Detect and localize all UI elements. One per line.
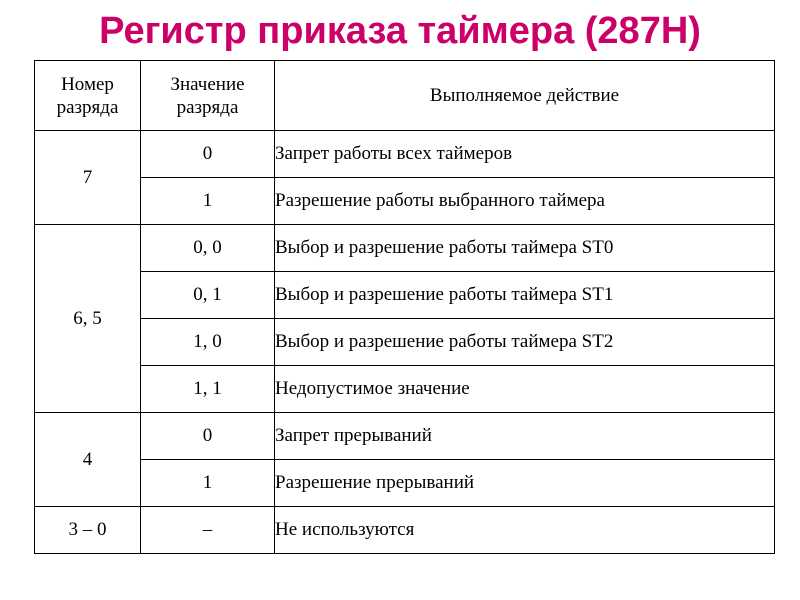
header-bit-number-line1: Номер bbox=[61, 73, 114, 95]
action-cell: Выбор и разрешение работы таймера ST1 bbox=[275, 272, 775, 319]
action-cell: Разрешение работы выбранного таймера bbox=[275, 178, 775, 225]
table-row bbox=[35, 319, 775, 366]
action-cell: Разрешение прерываний bbox=[275, 460, 775, 507]
table-row bbox=[35, 507, 775, 554]
bit-number-cell: 3 – 0 bbox=[35, 507, 141, 554]
bit-value-cell: 1 bbox=[141, 178, 275, 225]
bit-number-cell: 4 bbox=[35, 413, 141, 507]
table-row bbox=[35, 413, 775, 460]
header-bit-number bbox=[35, 61, 141, 131]
bit-value-cell: 0, 0 bbox=[141, 225, 275, 272]
page-title: Регистр приказа таймера (287Н) bbox=[99, 10, 701, 52]
action-cell: Недопустимое значение bbox=[275, 366, 775, 413]
bit-value-cell: 1, 1 bbox=[141, 366, 275, 413]
table-row bbox=[35, 131, 775, 178]
bit-number-cell: 6, 5 bbox=[35, 225, 141, 413]
bit-value-cell: – bbox=[141, 507, 275, 554]
action-cell: Выбор и разрешение работы таймера ST2 bbox=[275, 319, 775, 366]
table-row bbox=[35, 460, 775, 507]
table-row bbox=[35, 178, 775, 225]
header-bit-value-line1: Значение bbox=[170, 73, 245, 95]
bit-value-cell: 0 bbox=[141, 131, 275, 178]
register-table bbox=[34, 60, 775, 554]
bit-value-cell: 0 bbox=[141, 413, 275, 460]
table-row bbox=[35, 366, 775, 413]
header-bit-number-line2: разряда bbox=[56, 96, 119, 118]
bit-value-cell: 1 bbox=[141, 460, 275, 507]
header-bit-value-line2: разряда bbox=[176, 96, 239, 118]
bit-value-cell: 0, 1 bbox=[141, 272, 275, 319]
table-body bbox=[35, 131, 775, 554]
bit-value-cell: 1, 0 bbox=[141, 319, 275, 366]
bit-number-cell: 7 bbox=[35, 131, 141, 225]
header-action: Выполняемое действие bbox=[275, 61, 775, 131]
table-row bbox=[35, 225, 775, 272]
action-cell: Запрет прерываний bbox=[275, 413, 775, 460]
table-header bbox=[35, 61, 775, 131]
action-cell: Запрет работы всех таймеров bbox=[275, 131, 775, 178]
action-cell: Выбор и разрешение работы таймера ST0 bbox=[275, 225, 775, 272]
action-cell: Не используются bbox=[275, 507, 775, 554]
table-row bbox=[35, 272, 775, 319]
header-row bbox=[35, 61, 775, 131]
header-bit-value bbox=[141, 61, 275, 131]
